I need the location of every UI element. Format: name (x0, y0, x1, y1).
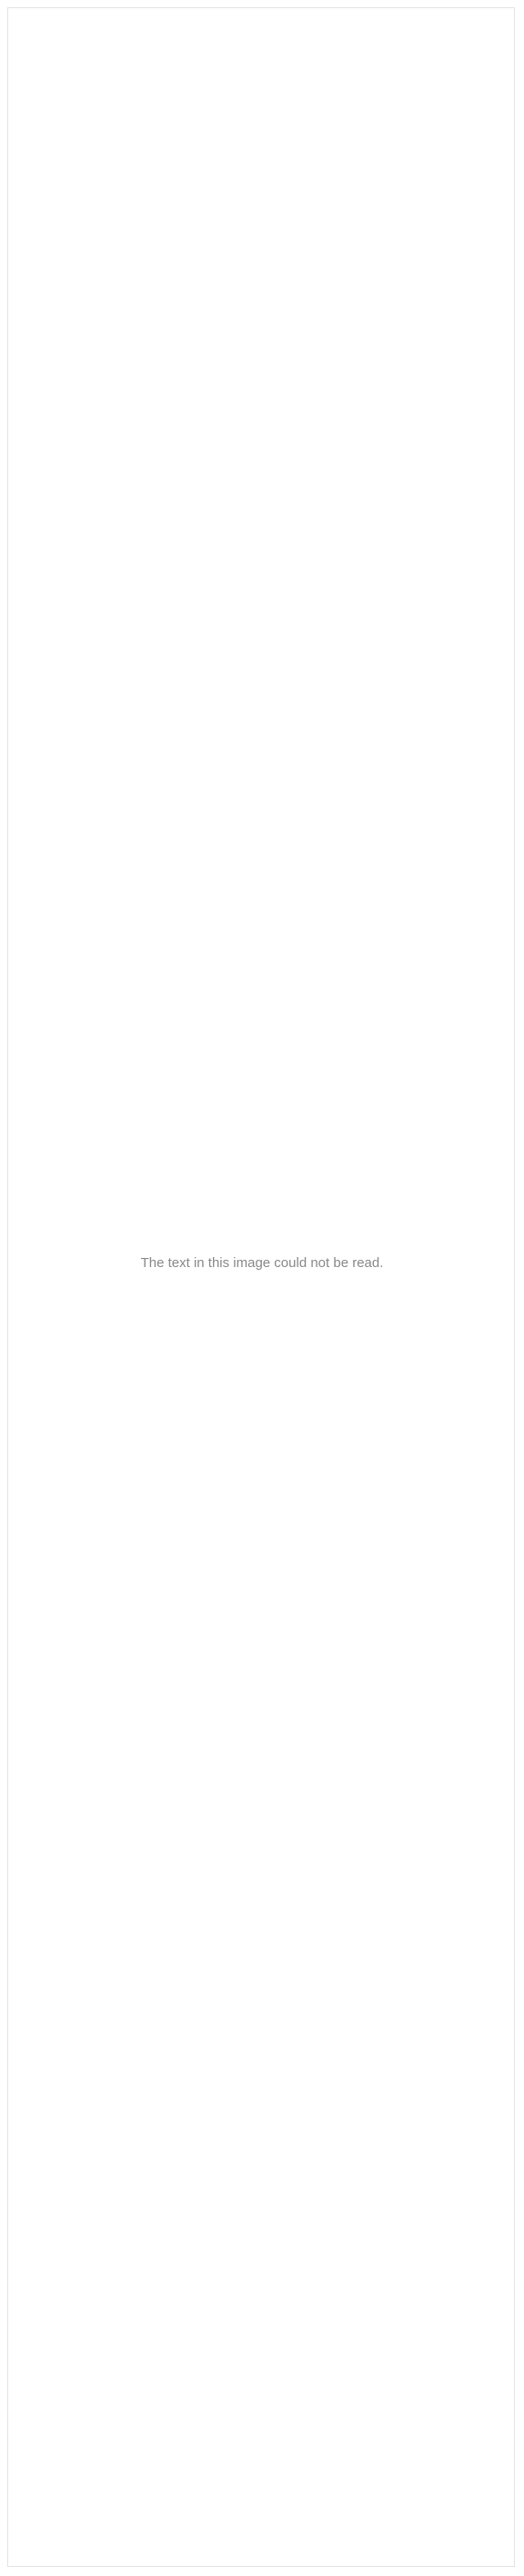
unreadable-notice: The text in this image could not be read. (140, 1255, 384, 1271)
content-frame (7, 7, 515, 2567)
